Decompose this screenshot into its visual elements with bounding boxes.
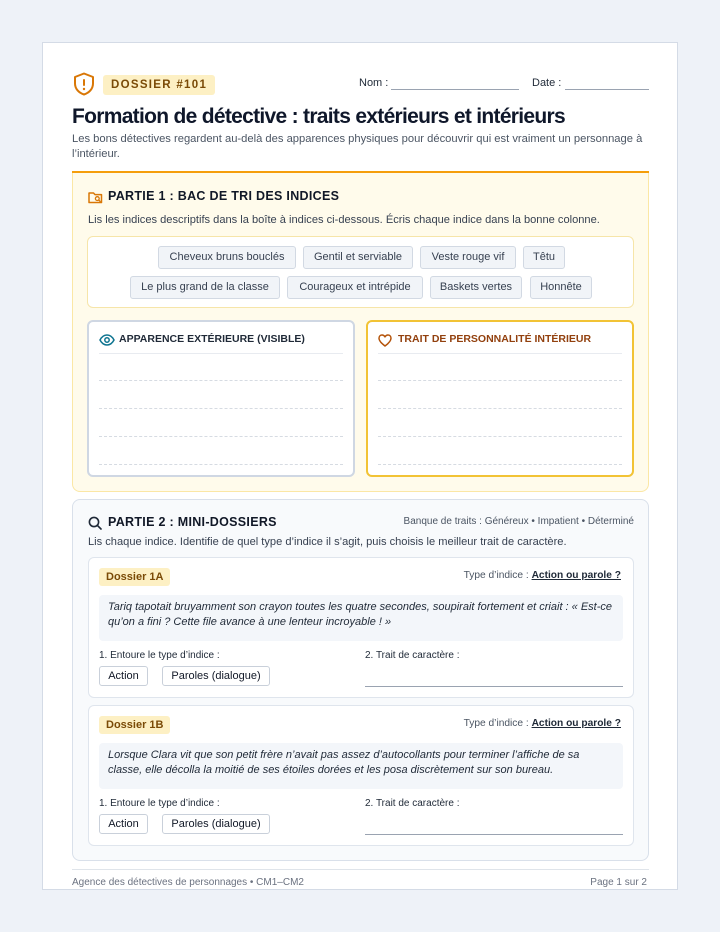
case-card	[88, 705, 634, 846]
inner-column-title: TRAIT DE PERSONNALITÉ INTÉRIEUR	[398, 333, 592, 345]
case-text: Tariq tapotait bruyamment son crayon toutes les quatre secondes, soupirait fortement et criait : « Est-ce qu’on a fini ? Cette file avance à une lenteur incroyable ! »	[99, 595, 623, 641]
clue-chip[interactable]: Le plus grand de la classe	[130, 276, 280, 299]
trait-answer-line[interactable]	[365, 686, 623, 687]
writing-line[interactable]	[378, 380, 622, 381]
clue-chip[interactable]: Cheveux bruns bouclés	[158, 246, 296, 269]
clue-type-label: Type d’indice : Action ou parole ?	[463, 718, 621, 729]
worksheet-header	[73, 72, 649, 98]
option-dialogue[interactable]: Paroles (dialogue)	[162, 814, 270, 834]
clue-chip[interactable]: Baskets vertes	[430, 276, 522, 299]
shield-alert-icon	[73, 72, 95, 96]
part2-heading: PARTIE 2 : MINI-DOSSIERS	[108, 515, 277, 529]
search-icon	[88, 516, 102, 530]
column-divider	[378, 353, 622, 354]
heart-icon	[378, 334, 392, 347]
option-dialogue[interactable]: Paroles (dialogue)	[162, 666, 270, 686]
dossier-number-badge: DOSSIER #101	[103, 75, 215, 95]
writing-line[interactable]	[99, 464, 343, 465]
trait-answer-line[interactable]	[365, 834, 623, 835]
page-title: Formation de détective : traits extérieurs et intérieurs	[72, 105, 565, 128]
case-tag: Dossier 1A	[99, 568, 170, 586]
case-text: Lorsque Clara vit que son petit frère n’avait pas assez d’autocollants pour terminer l’affiche de sa classe, elle décolla la moitié de ses étoiles dorées et les posa discrètement sur son bureau.	[99, 743, 623, 789]
case-tag: Dossier 1B	[99, 716, 170, 734]
question-trait: 2. Trait de caractère :	[365, 798, 460, 809]
writing-line[interactable]	[378, 408, 622, 409]
question-circle-type: 1. Entoure le type d’indice :	[99, 798, 220, 809]
folder-search-icon	[88, 191, 103, 204]
question-trait: 2. Trait de caractère :	[365, 650, 460, 661]
trait-bank: Banque de traits : Généreux • Impatient • Déterminé	[403, 516, 634, 527]
writing-line[interactable]	[99, 436, 343, 437]
writing-line[interactable]	[378, 436, 622, 437]
clue-chip[interactable]: Gentil et serviable	[303, 246, 413, 269]
inner-trait-column	[366, 320, 634, 477]
clue-chip[interactable]: Courageux et intrépide	[287, 276, 423, 299]
option-action[interactable]: Action	[99, 814, 148, 834]
option-action[interactable]: Action	[99, 666, 148, 686]
writing-line[interactable]	[99, 380, 343, 381]
outer-column-title: APPARENCE EXTÉRIEURE (VISIBLE)	[119, 333, 305, 345]
footer-agency: Agence des détectives de personnages • CM1–CM2	[72, 877, 304, 888]
clue-type-label: Type d’indice : Action ou parole ?	[463, 570, 621, 581]
clue-box	[87, 236, 634, 308]
footer-page-number: Page 1 sur 2	[590, 877, 647, 888]
part1-instructions: Lis les indices descriptifs dans la boîte à indices ci-dessous. Écris chaque indice dans la bonne colonne.	[88, 214, 600, 226]
date-label: Date :	[532, 77, 562, 89]
clue-chip[interactable]: Honnête	[530, 276, 592, 299]
name-field[interactable]	[391, 89, 519, 90]
worksheet-page	[42, 42, 678, 890]
writing-line[interactable]	[99, 408, 343, 409]
case-card	[88, 557, 634, 698]
eye-icon	[99, 334, 115, 346]
column-divider	[99, 353, 343, 354]
name-label: Nom :	[359, 77, 389, 89]
part2-instructions: Lis chaque indice. Identifie de quel type d’indice il s’agit, puis choisis le meilleur trait de caractère.	[88, 536, 567, 548]
outer-appearance-column	[87, 320, 355, 477]
question-circle-type: 1. Entoure le type d’indice :	[99, 650, 220, 661]
part1-heading: PARTIE 1 : BAC DE TRI DES INDICES	[108, 189, 340, 203]
date-field[interactable]	[565, 89, 649, 90]
clue-chip[interactable]: Veste rouge vif	[420, 246, 516, 269]
part1-section	[72, 173, 649, 492]
clue-chip[interactable]: Têtu	[523, 246, 565, 269]
page-subtitle: Les bons détectives regardent au-delà des apparences physiques pour découvrir qui est vraiment un personnage à l’intérieur.	[72, 133, 643, 160]
writing-line[interactable]	[378, 464, 622, 465]
part2-section	[72, 499, 649, 861]
footer-divider	[72, 869, 649, 870]
